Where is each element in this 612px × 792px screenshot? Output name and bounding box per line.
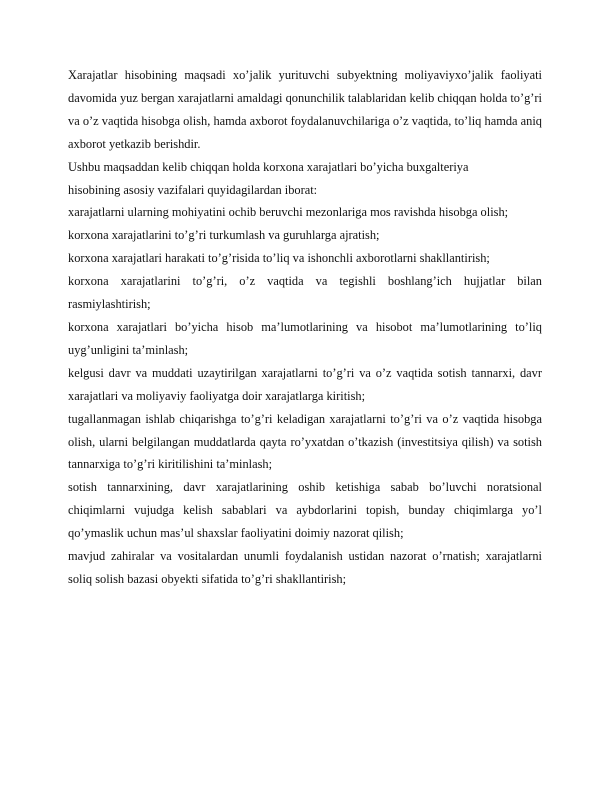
task-item-1: xarajatlarni ularning mohiyatini ochib beruvchi mezonlariga mos ravishda hisobga olish; (68, 205, 509, 220)
task-item-3: korxona xarajatlari harakati to’g’risida to’liq va ishonchli axborotlarni shakllantirish; (68, 251, 490, 266)
task-item-9: mavjud zahiralar va vositalardan unumli foydalanish ustidan nazorat o’rnatish; xarajatlarni soliq solish bazasi obyekti sifatida to’g’ri shakllantirish; (68, 549, 542, 586)
paragraph-goal: Xarajatlar hisobining maqsadi xo’jalik yurituvchi subyektning moliyaviyxo’jalik faoliyati davomida yuz bergan xarajatlarni amaldagi qonunchilik talablaridan kelib chiqqan holda to’g’ri va o’z vaqtida hisobga olish, hamda axborot foydalanuvchilariga o’z vaqtida, to’liq hamda aniq axborot yetkazib berishdir. (68, 68, 542, 151)
task-item-8: sotish tannarxining, davr xarajatlarining oshib ketishiga sabab bo’luvchi noratsional chiqimlarni vujudga kelish sabablari va aybdorlarini topish, bunday chiqimlarga yo’l qo’ymaslik uchun mas’ul shaxslar faoliyatini doimiy nazorat qilish; (68, 480, 542, 541)
task-item-6: kelgusi davr va muddati uzaytirilgan xarajatlarni to’g’ri va o’z vaqtida sotish tannarxi, davr xarajatlari va moliyaviy faoliyatga doir xarajatlarga kiritish; (68, 365, 542, 403)
task-item-7: tugallanmagan ishlab chiqarishga to’g’ri keladigan xarajatlarni to’g’ri va o’z vaqtida hisobga olish, ularni belgilangan muddatlarda qayta ro’yxatdan o’tkazish (investitsiya qilish) va sotish tannarxiga to’g’ri kiritilishini ta’minlash; (68, 411, 542, 472)
task-item-2: korxona xarajatlarini to’g’ri turkumlash va guruhlarga ajratish; (68, 228, 380, 243)
document-page (68, 64, 542, 591)
task-item-4: korxona xarajatlarini to’g’ri, o’z vaqtida va tegishli boshlang’ich hujjatlar bilan rasmiylashtirish; (68, 274, 542, 312)
paragraph-intro-line-1: Ushbu maqsaddan kelib chiqqan holda korxona xarajatlari bo’yicha buxgalteriya (68, 159, 469, 174)
paragraph-intro-line-2: hisobining asosiy vazifalari quyidagilardan iborat: (68, 182, 318, 197)
task-item-5: korxona xarajatlari bo’yicha hisob ma’lumotlarining va hisobot ma’lumotlarining to’liq uyg’unligini ta’minlash; (68, 319, 542, 357)
